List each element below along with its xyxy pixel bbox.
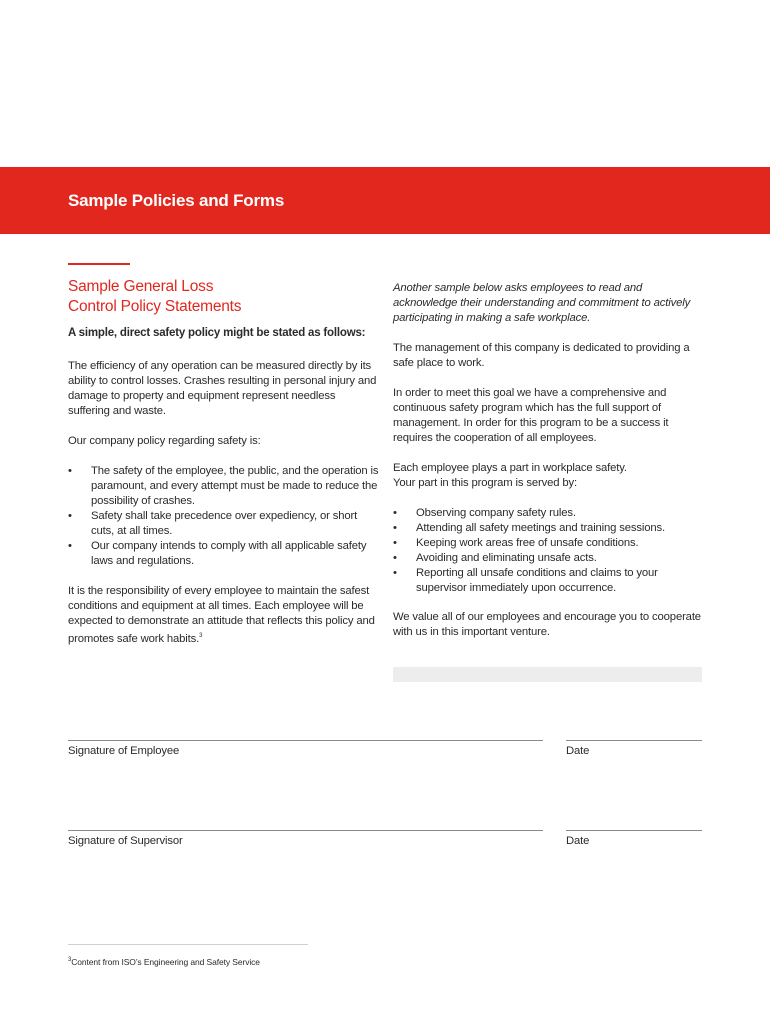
list-item (393, 536, 705, 551)
footnote (68, 957, 260, 967)
acknowledgement-intro: Another sample below asks employees to read and acknowledge their understanding and commitment to actively participating in making a safe workplace. (393, 282, 691, 324)
list-item (68, 464, 380, 509)
lead-statement: A simple, direct safety policy might be stated as follows: (68, 327, 366, 339)
supervisor-date-label: Date (566, 835, 590, 847)
policy-paragraph-2: Our company policy regarding safety is: (68, 435, 261, 447)
list-item (393, 506, 705, 521)
policy-bullet-list (68, 464, 380, 569)
bullet-icon: • (393, 507, 397, 519)
bullet-icon: • (68, 540, 72, 552)
acknowledgement-paragraph-3-line-2: Your part in this program is served by: (393, 477, 577, 489)
list-item (68, 509, 380, 539)
section-heading-line-2: Control Policy Statements (68, 298, 242, 315)
acknowledgement-paragraph-2: In order to meet this goal we have a comprehensive and continuous safety program which has the full support of management. In order for this program to be a success it requires the cooperation of all employees. (393, 387, 669, 444)
list-item-text: Safety shall take precedence over expediency, or short cuts, at all times. (91, 510, 358, 537)
bullet-icon: • (68, 465, 72, 477)
company-name-field[interactable] (393, 667, 702, 682)
employee-signature-line[interactable] (68, 740, 543, 741)
list-item-text: Our company intends to comply with all applicable safety laws and regulations. (91, 540, 367, 567)
responsibility-bullet-list (393, 506, 705, 596)
employee-date-line[interactable] (566, 740, 702, 741)
list-item (393, 521, 705, 536)
bullet-icon: • (393, 522, 397, 534)
policy-paragraph-1: The efficiency of any operation can be measured directly by its ability to control losses. Crashes resulting in personal injury and damage to property and equipment represent needless suffering and waste. (68, 360, 377, 417)
list-item-text: Reporting all unsafe conditions and claims to your supervisor immediately upon occurrence. (416, 567, 658, 594)
bullet-icon: • (393, 567, 397, 579)
bullet-icon: • (393, 537, 397, 549)
list-item (393, 551, 705, 566)
footnote-marker: 3 (199, 633, 203, 639)
supervisor-signature-line[interactable] (68, 830, 543, 831)
list-item-text: Attending all safety meetings and training sessions. (416, 522, 666, 534)
employee-date-label: Date (566, 745, 590, 757)
acknowledgement-paragraph-4: We value all of our employees and encourage you to cooperate with us in this important venture. (393, 611, 701, 638)
footnote-text: Content from ISO’s Engineering and Safety Service (71, 957, 260, 967)
list-item-text: Observing company safety rules. (416, 507, 576, 519)
list-item (68, 539, 380, 569)
footnote-divider (68, 944, 308, 945)
acknowledgement-paragraph-3-line-1: Each employee plays a part in workplace safety. (393, 462, 627, 474)
supervisor-signature-label: Signature of Supervisor (68, 835, 183, 847)
supervisor-date-line[interactable] (566, 830, 702, 831)
list-item-text: The safety of the employee, the public, and the operation is paramount, and every attempt must be made to reduce the possibility of crashes. (91, 465, 379, 507)
acknowledgement-paragraph-3 (393, 461, 705, 491)
left-column (68, 277, 380, 647)
bullet-icon: • (393, 552, 397, 564)
policy-paragraph-3-text: It is the responsibility of every employee to maintain the safest conditions and equipment at all times. Each employee will be expected to demonstrate an attitude that reflects this policy and promotes safe work habits. (68, 585, 375, 645)
accent-divider (68, 263, 130, 265)
list-item-text: Avoiding and eliminating unsafe acts. (416, 552, 597, 564)
section-heading (68, 277, 380, 317)
policy-paragraph-3 (68, 584, 380, 647)
page-title: Sample Policies and Forms (68, 191, 285, 210)
employee-signature-label: Signature of Employee (68, 745, 180, 757)
bullet-icon: • (68, 510, 72, 522)
section-heading-line-1: Sample General Loss (68, 278, 214, 295)
list-item (393, 566, 705, 596)
right-column (393, 281, 705, 640)
list-item-text: Keeping work areas free of unsafe conditions. (416, 537, 639, 549)
acknowledgement-paragraph-1: The management of this company is dedicated to providing a safe place to work. (393, 342, 690, 369)
footnote-number: 3 (68, 957, 72, 964)
